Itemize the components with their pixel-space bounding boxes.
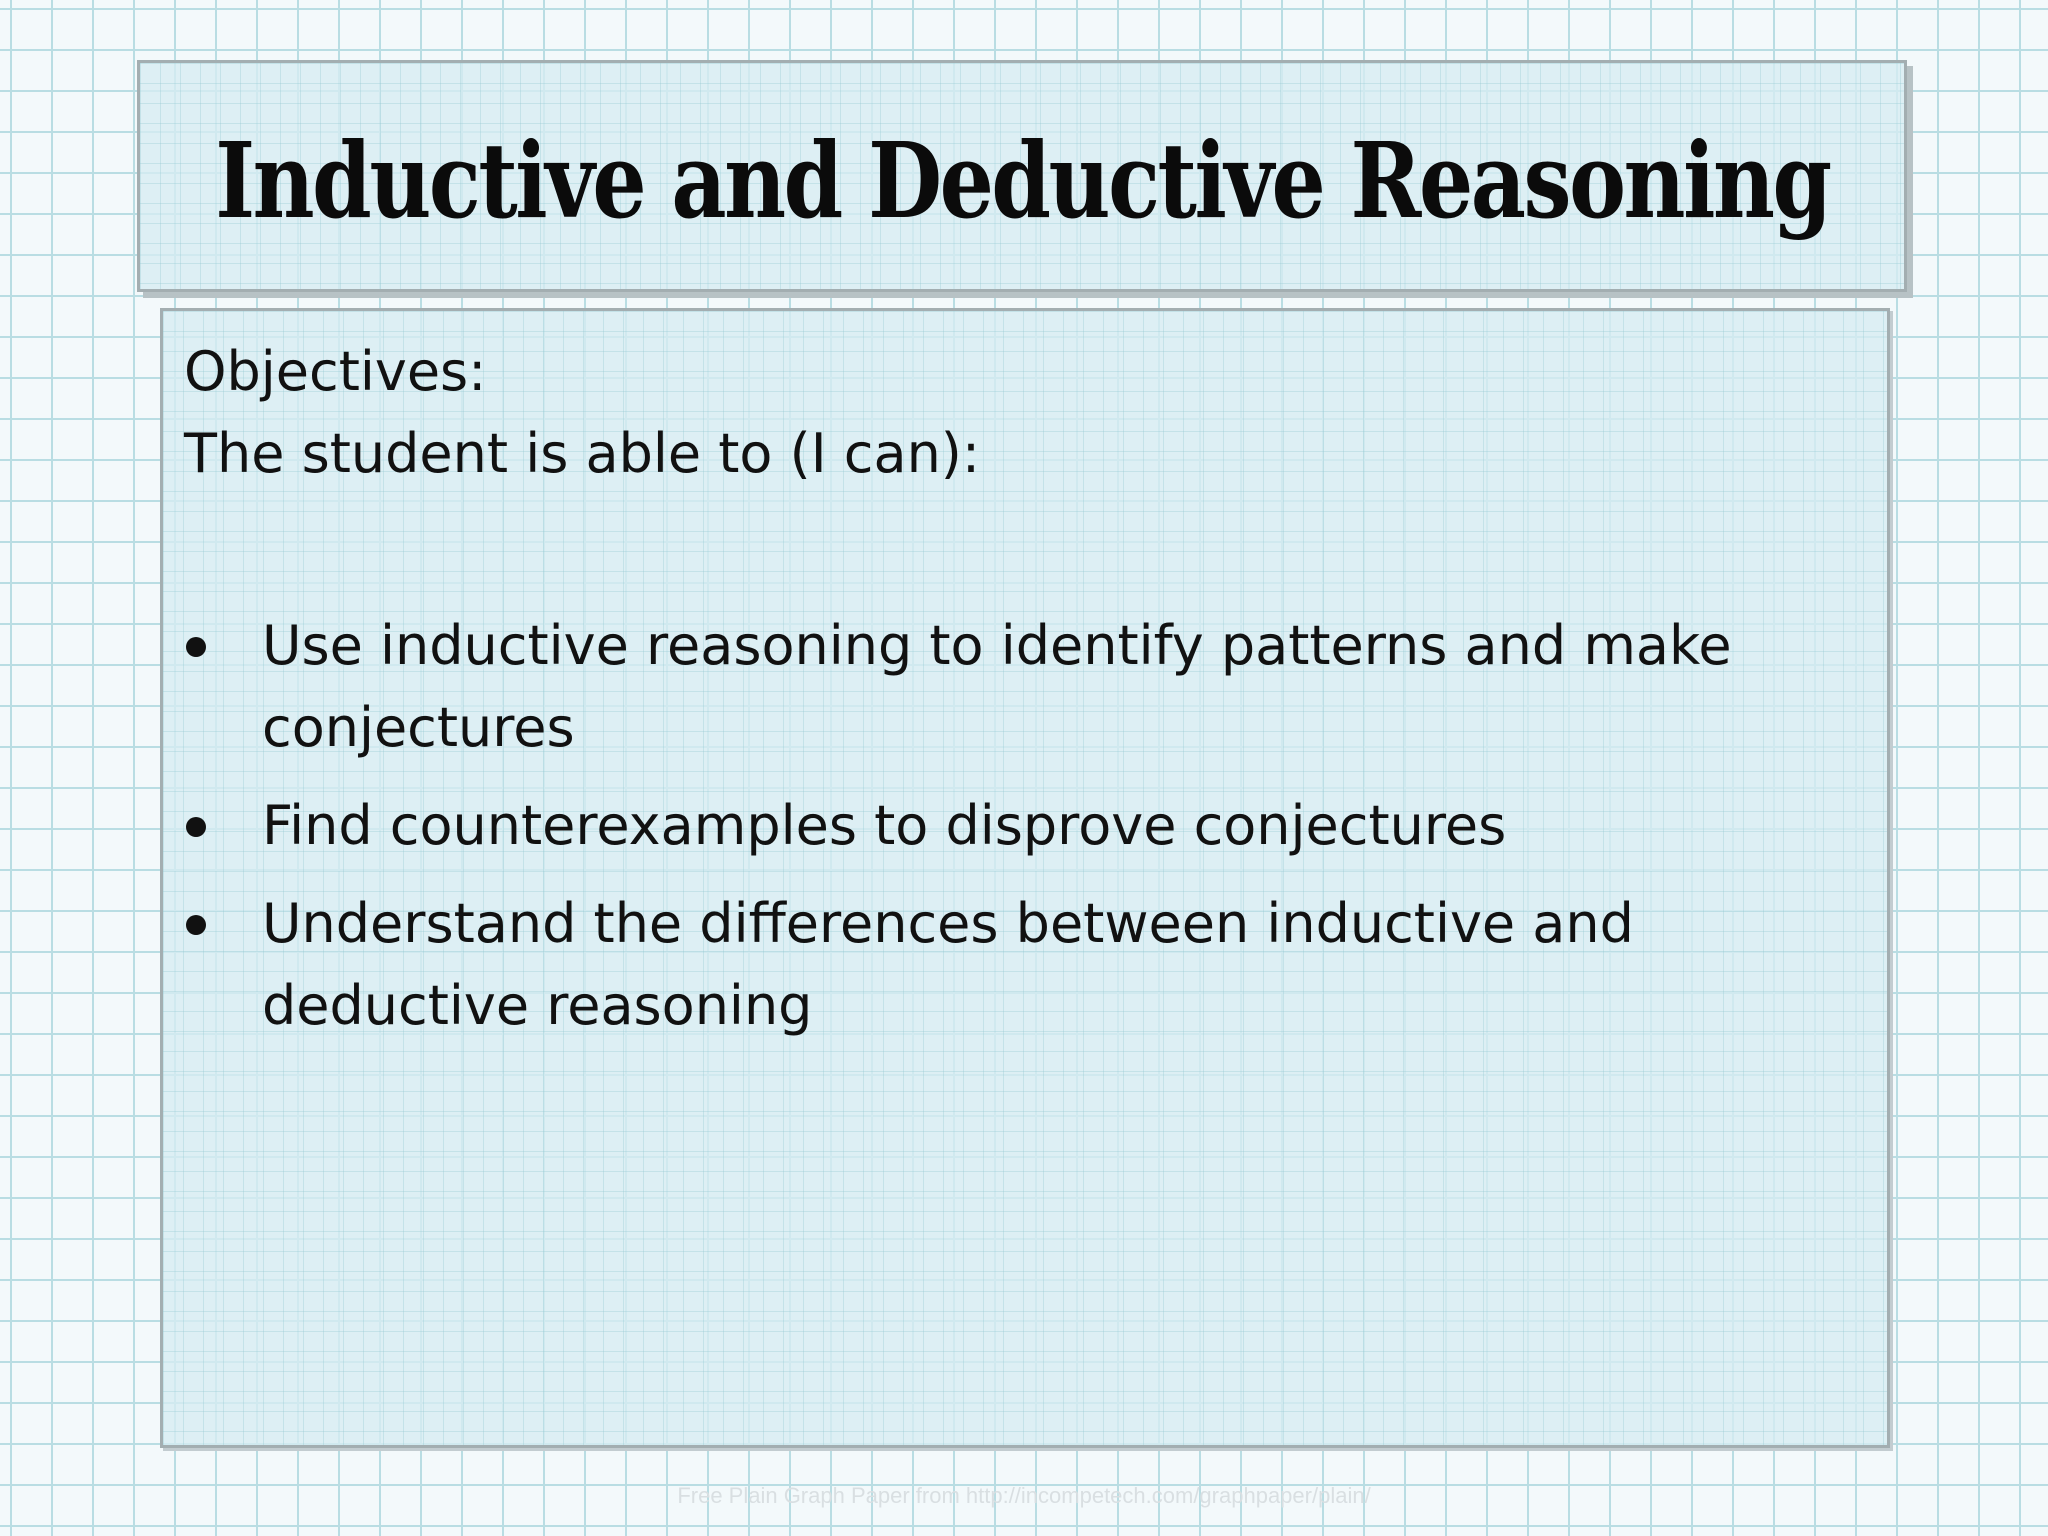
bullet-icon [186, 637, 206, 657]
list-item [184, 605, 1847, 769]
content-panel [160, 308, 1890, 1448]
title-panel [137, 60, 1907, 292]
bullet-icon [186, 915, 206, 935]
footer-watermark: Free Plain Graph Paper from http://incompetech.com/graphpaper/plain/ [677, 1483, 1371, 1508]
list-item [184, 883, 1847, 1047]
intro-text: The student is able to (I can): [184, 422, 981, 485]
objectives-label: Objectives: [184, 340, 487, 403]
list-item-text: Understand the differences between inductive and deductive reasoning [262, 892, 1634, 1037]
list-item [184, 785, 1847, 867]
slide-title: Inductive and Deductive Reasoning [214, 118, 1830, 242]
list-item-text: Find counterexamples to disprove conjectures [262, 794, 1507, 857]
content-body [184, 331, 1847, 1063]
bullet-icon [186, 817, 206, 837]
objectives-list [184, 605, 1847, 1047]
list-item-text: Use inductive reasoning to identify patterns and make conjectures [262, 614, 1732, 759]
